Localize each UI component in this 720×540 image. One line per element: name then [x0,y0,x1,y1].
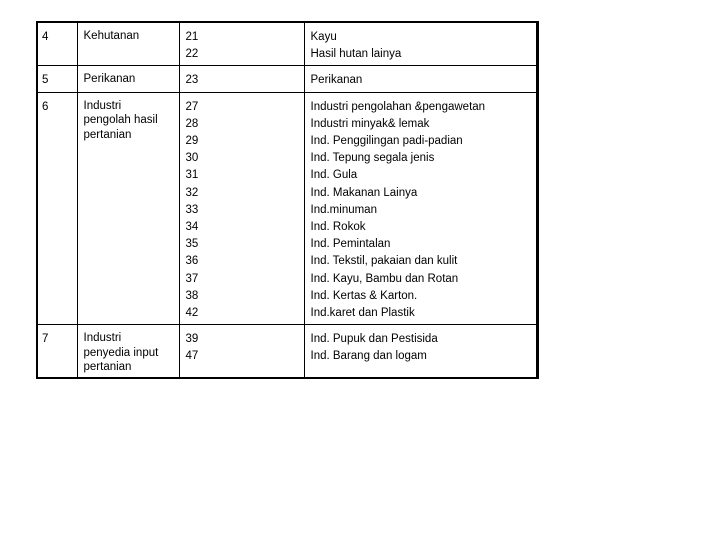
industry: Ind. Tekstil, pakaian dan kulit [310,255,458,268]
code: 22 [185,48,199,61]
industry: Kayu [310,31,337,43]
sector-name-line: Industri [83,332,122,345]
industry: Ind. Rokok [310,221,366,234]
row-number: 7 [37,325,77,378]
table-row [37,92,538,325]
code-list [179,66,304,92]
code: 23 [185,74,199,87]
code: 27 [185,100,199,113]
industry-list [304,66,538,92]
industry: Ind. Gula [310,169,358,182]
code: 29 [185,135,199,148]
sector-name [77,22,179,66]
industry: Hasil hutan lainya [310,48,402,61]
code: 38 [185,289,199,302]
sector-name-line: Industri [83,99,122,112]
table-row [37,66,538,92]
code: 47 [185,350,199,363]
sector-name-line: Perikanan [83,73,136,86]
code: 35 [185,238,199,251]
sector-name [77,66,179,92]
sector-name [77,92,179,325]
industry: Industri pengolahan &pengawetan [310,100,486,113]
industry: Ind. Penggilingan padi-padian [310,135,463,148]
sector-name-line: pertanian [83,128,132,141]
industry: Perikanan [310,74,363,87]
industry: Ind.karet dan Plastik [310,307,415,320]
code: 30 [185,152,199,165]
code: 21 [185,31,199,43]
industry: Ind. Barang dan logam [310,350,427,363]
code: 28 [185,117,199,130]
industry: Ind. Tepung segala jenis [310,152,435,165]
code: 42 [185,307,199,320]
code-list [179,325,304,378]
industry: Ind. Pupuk dan Pestisida [310,333,438,346]
industry: Industri minyak& lemak [310,117,430,130]
sector-industry-table [36,21,539,379]
industry: Ind. Makanan Lainya [310,186,418,199]
industry: Ind. Kayu, Bambu dan Rotan [310,272,459,285]
industry-list [304,22,538,66]
code-list [179,22,304,66]
industry: Ind. Pemintalan [310,238,391,251]
sector-name-line: pengolah hasil [83,114,158,127]
industry: Ind. Kertas & Karton. [310,289,418,302]
code-list [179,92,304,325]
code: 37 [185,272,199,285]
code: 33 [185,203,199,216]
sector-name-line: penyedia input [83,346,159,359]
row-number: 4 [37,22,77,66]
sector-name-line: pertanian [83,361,132,374]
sector-name-line: Kehutanan [83,30,140,42]
code: 34 [185,221,199,234]
industry-list [304,325,538,378]
table-body [37,22,538,378]
industry-list [304,92,538,325]
code: 32 [185,186,199,199]
row-number: 5 [37,66,77,92]
code: 39 [185,333,199,346]
industry: Ind.minuman [310,203,377,216]
code: 31 [185,169,199,182]
table-row [37,325,538,378]
row-number: 6 [37,92,77,325]
code: 36 [185,255,199,268]
sector-name [77,325,179,378]
table-row [37,22,538,66]
